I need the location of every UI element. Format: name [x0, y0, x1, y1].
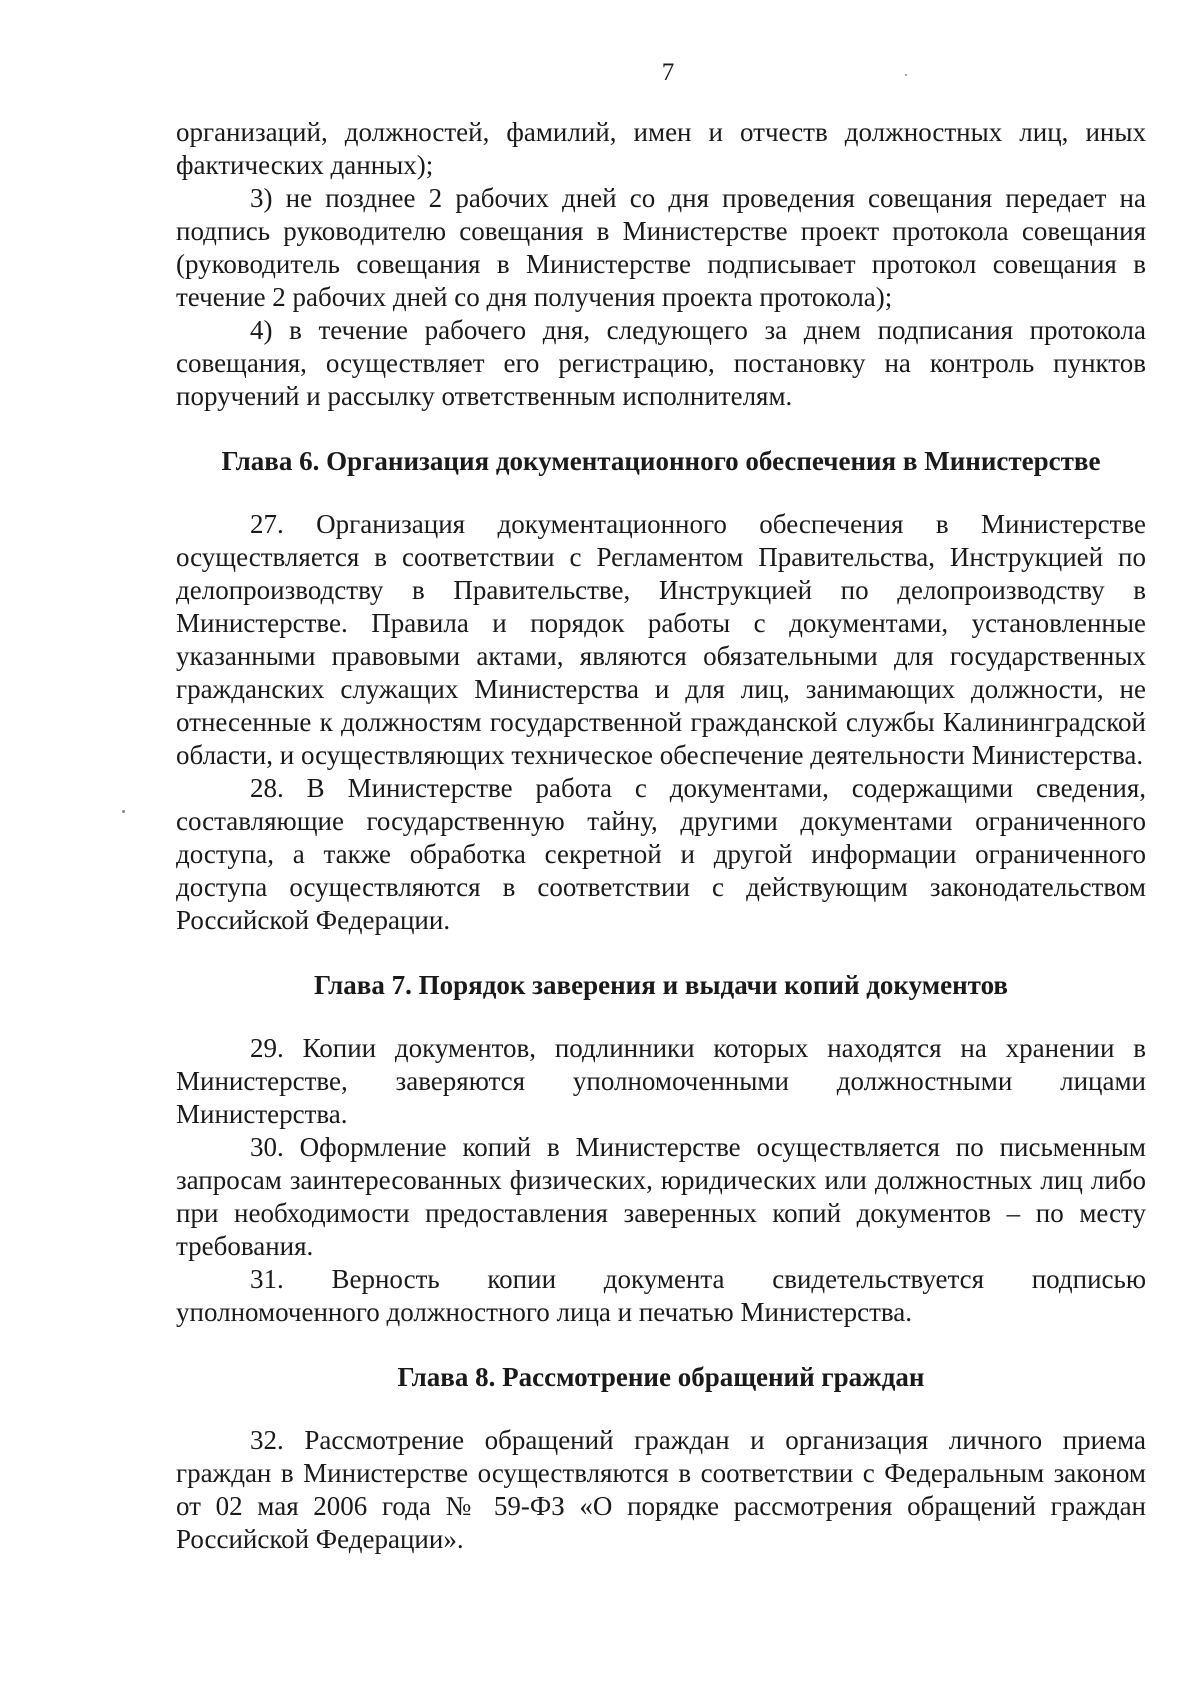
- scan-speck: [122, 810, 125, 813]
- paragraph-28: 28. В Министерстве работа с документами, содержащими сведения, составляющие государственную тайну, другими документами ограниченного доступа, а также обработка секретной и другой информации ограниченного доступа осуществляются в соответствии с действующим законодательством Российской Федерации.: [176, 773, 1146, 935]
- chapter-8-heading: Глава 8. Рассмотрение обращений граждан: [397, 1362, 925, 1392]
- paragraph-item-4: 4) в течение рабочего дня, следующего за днем подписания протокола совещания, осуществляет его регистрацию, постановку на контроль пунктов поручений и рассылку ответственным исполнителям.: [176, 315, 1146, 411]
- paragraph-30: 30. Оформление копий в Министерстве осуществляется по письменным запросам заинтересованных физических, юридических или должностных лиц либо при необходимости предоставления заверенных копий документов – по месту требования.: [176, 1132, 1146, 1261]
- paragraph-continuation: организаций, должностей, фамилий, имен и отчеств должностных лиц, иных фактических данных);: [176, 117, 1146, 180]
- paragraph-32: 32. Рассмотрение обращений граждан и организация личного приема граждан в Министерстве осуществляются в соответствии с Федеральным законом от 02 мая 2006 года № 59-ФЗ «О порядке рассмотрения обращений граждан Российской Федерации».: [176, 1425, 1146, 1554]
- scan-speck: [905, 74, 907, 76]
- paragraph-31: 31. Верность копии документа свидетельствуется подписью уполномоченного должностного лица и печатью Министерства.: [176, 1264, 1146, 1327]
- paragraph-27: 27. Организация документационного обеспечения в Министерстве осуществляется в соответствии с Регламентом Правительства, Инструкцией по делопроизводству в Правительстве, Инструкцией по делопроизводству в Министерстве. Правила и порядок работы с документами, установленные указанными правовыми актами, являются обязательными для государственных гражданских служащих Министерства и для лиц, занимающих должности, не отнесенные к должностям государственной гражданской службы Калининградской области, и осуществляющих техническое обеспечение деятельности Министерства.: [176, 509, 1146, 770]
- page-number: 7: [661, 59, 675, 86]
- paragraph-29: 29. Копии документов, подлинники которых находятся на хранении в Министерстве, заверяются уполномоченными должностными лицами Министерства.: [176, 1033, 1146, 1129]
- chapter-6-heading: Глава 6. Организация документационного обеспечения в Министерстве: [221, 446, 1101, 476]
- paragraph-item-3: 3) не позднее 2 рабочих дней со дня проведения совещания передает на подпись руководителю совещания в Министерстве проект протокола совещания (руководитель совещания в Министерстве подписывает протокол совещания в течение 2 рабочих дней со дня получения проекта протокола);: [176, 183, 1146, 312]
- document-body: [176, 116, 1146, 1556]
- chapter-7-heading: Глава 7. Порядок заверения и выдачи копий документов: [313, 970, 1008, 1000]
